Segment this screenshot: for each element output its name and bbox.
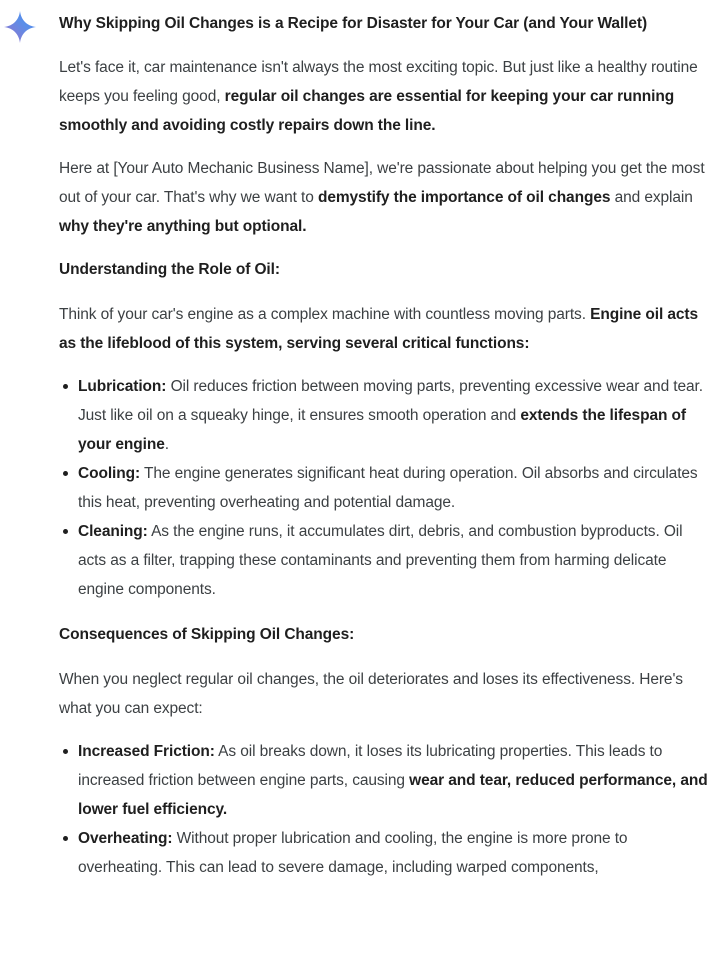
list-item-text: . [164,436,169,453]
role-of-oil-paragraph [59,300,709,358]
section-heading-role-of-oil: Understanding the Role of Oil: [59,261,280,278]
consequences-list [59,737,709,882]
list-item-label: Overheating: [78,830,173,847]
bullet-icon [63,529,68,534]
list-item-text: Oil reduces friction between moving parts, preventing excessive wear and tear. Just like oil on a squeaky hinge, it ensures smooth operation and [78,378,703,424]
list-item-label: Lubrication: [78,378,167,395]
intro-paragraph-2 [59,154,709,241]
bullet-icon [63,749,68,754]
bullet-icon [63,836,68,841]
intro-text: and explain [610,189,693,206]
section-heading-consequences: Consequences of Skipping Oil Changes: [59,626,355,643]
list-item [78,737,709,824]
para-text: Think of your car's engine as a complex machine with countless moving parts. [59,306,591,323]
list-item [78,459,709,517]
list-item [78,517,709,604]
list-item-text: The engine generates significant heat during operation. Oil absorbs and circulates this heat, preventing overheating and potential damage. [78,465,698,511]
list-item-label: Cooling: [78,465,141,482]
list-item-text: As the engine runs, it accumulates dirt, debris, and combustion byproducts. Oil acts as a filter, trapping these contaminants and preventing them from harming delicate engine components. [78,523,683,598]
para-bold: Engine oil acts as the lifeblood of this system, serving several critical functions: [59,306,699,352]
list-item-label: Increased Friction: [78,743,215,760]
intro-bold: why they're anything but optional. [59,218,307,235]
list-item-bold: wear and tear, reduced performance, and lower fuel efficiency. [78,772,708,818]
list-item-label: Cleaning: [78,523,148,540]
list-item-text: As oil breaks down, it loses its lubricating properties. This leads to increased friction between engine parts, causing [78,743,663,789]
intro-bold: regular oil changes are essential for keeping your car running smoothly and avoiding costly repairs down the line. [59,88,675,134]
response-content [59,10,709,898]
list-item-bold: extends the lifespan of your engine [78,407,686,453]
intro-text: Let's face it, car maintenance isn't always the most exciting topic. But just like a healthy routine keeps you feeling good, [59,59,698,105]
list-item-text: Without proper lubrication and cooling, the engine is more prone to overheating. This can lead to severe damage, including warped components, [78,830,628,876]
sparkle-icon [4,11,36,43]
response-title: Why Skipping Oil Changes is a Recipe for Disaster for Your Car (and Your Wallet) [59,15,648,32]
consequences-paragraph: When you neglect regular oil changes, the oil deteriorates and loses its effectiveness. Here's what you can expect: [59,671,683,717]
bullet-icon [63,384,68,389]
list-item [78,824,709,882]
oil-functions-list [59,372,709,604]
intro-bold: demystify the importance of oil changes [317,189,611,206]
intro-text: Here at [Your Auto Mechanic Business Name], we're passionate about helping you get the most out of your car. That's why we want to [59,160,705,206]
intro-paragraph-1 [59,53,709,140]
list-item [78,372,709,459]
bullet-icon [63,471,68,476]
